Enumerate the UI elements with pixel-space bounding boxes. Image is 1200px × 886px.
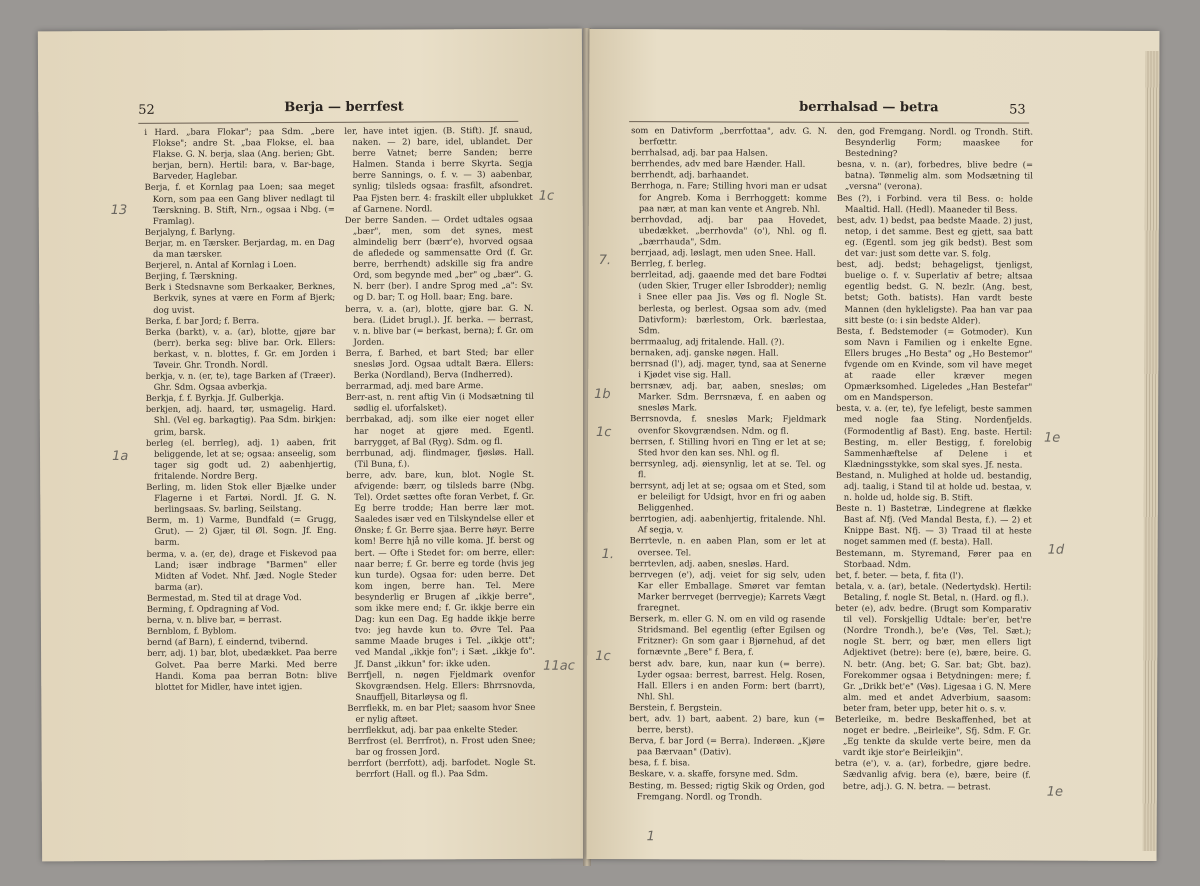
header-rule-right xyxy=(629,121,1029,123)
dictionary-entry: berrsen, f. Stilling hvori en Ting er let at se; Sted hvor den kan ses. Nhl. og fl. xyxy=(629,435,827,458)
dictionary-entry: besa, f. f. bisa. xyxy=(628,757,691,768)
dictionary-entry: berrfort (berrfott), adj. barfodet. Nogle St. berrfort (Hall. og fl.). Paa Sdm. xyxy=(347,757,536,780)
dictionary-entry: Berrleg, f. berleg. xyxy=(630,258,707,269)
dictionary-entry: Berkja, f. f. Byrkja. Jf. Gulberkja. xyxy=(145,392,284,404)
margin-note: 1a xyxy=(112,448,129,465)
margin-note: 11ac xyxy=(543,658,575,674)
margin-note: 1d xyxy=(1047,542,1065,558)
dictionary-entry: berr, adj. 1) bar, blot, ubedækket. Paa berre Golvet. Paa berre Marki. Med berre Handi. Koma paa berran Botn: blive blottet for Midler, have intet igjen. xyxy=(147,647,338,692)
dictionary-entry: Berstein, f. Bergstein. xyxy=(629,702,723,713)
margin-note: 1e xyxy=(1046,784,1064,800)
dictionary-entry: Beterleike, m. bedre Beskaffenhed, bet at noget er bedre. „Beirleike", Sfj. Sdm. F. Gr. „Eg tenkte da skulde verte beire, men da vardt ikje stor'e Beirleikjin". xyxy=(835,713,1032,758)
dictionary-entry: bernaken, adj. ganske nøgen. Hall. xyxy=(630,347,779,358)
dictionary-entry: Berrfrost (el. Berrfrot), n. Frost uden Snee; bar og frossen Jord. xyxy=(347,734,536,758)
dictionary-entry: Berrflekk, m. en bar Plet; saasom hvor Snee er nylig aftøet. xyxy=(347,701,536,724)
dictionary-entry: Bestand, n. Mulighed at holde ud. bestandig, adj. taalig, i Stand til at holde ud. bestaa, v. n. holde ud, holde sig. B. Stift. xyxy=(835,469,1032,503)
dictionary-entry: Berjalyng, f. Barlyng. xyxy=(144,226,236,237)
margin-note: 1e xyxy=(1043,430,1061,446)
dictionary-entry: Berjar, m. en Tærsker. Berjardag, m. en Dag da man tærsker. xyxy=(144,236,335,259)
right-column-1 xyxy=(629,125,827,814)
dictionary-entry: berrhalsad, adj. bar paa Halsen. xyxy=(631,147,769,158)
margin-note: 1c xyxy=(595,649,611,665)
dictionary-entry: Berm, m. 1) Varme, Bundfald (= Grugg, Grut). — 2) Gjær, til Øl. Sogn. Jf. Eng. barm. xyxy=(146,514,337,548)
dictionary-entry: Berra, f. Barhed, et bart Sted; bar eller snesløs Jord. Ogsaa udtalt Bæra. Ellers: Berka (Nordland), Berva (Indherred). xyxy=(345,346,534,380)
dictionary-entry: ler, have intet igjen. (B. Stift). Jf. snaud, naken. — 2) bare, idel, ublandet. Der berre Vatnet; berre Sanden; berre Halmen. Standa i berre Skyrta. Segja berre Sannings, o. f. v. — 3) aabenbar, synlig; tilsleds ogsaa: frasfilt, afsondret. Paa Fjsten berr. 4: fraskilt eller ubplukket af Garnene. Nordl. xyxy=(344,124,533,214)
left-column-2 xyxy=(344,125,536,814)
dictionary-entry: Bermestad, m. Sted til at drage Vod. xyxy=(146,591,302,603)
dictionary-entry: berre, adv. bare, kun, blot. Nogle St. afvigende: bærr, og tilsleds barre (Nbg. Tel). Ordet sættes ofte foran Verbet, f. Gr. Eg berre trodde; Han berre lær mot. Saaledes især ved en Tilskyndelse eller et Ønske; f. Gr. Berre sjaa. Berre høyr. Berre kom! Berre hjå no ville koma. Jf. berst og bert. — Ofte i Stedet for: om berre, eller: naar berre; f. Gr. berre eg torde (hvis jeg kun turde). Ogsaa for: uden berre. Det kom ingen, berre han. Tel. Mere besynderlig er Brugen af „ikkje berre", som ikke mere end; f. Gr. ikkje berre ein Dag: kun een Dag. Eg hadde ikkje berre tvo: jeg havde kun to. Øvre Tel. Paa samme Maade bruges i Tel. „ikkje ott"; ved Mandal „ikkje fon"; i Sæt. „ikkje fo". Jf. Danst „ikkun" for: ikke uden. xyxy=(346,468,536,669)
page-edges xyxy=(1143,51,1160,851)
dictionary-entry: berleg (el. berrleg), adj. 1) aaben, frit beliggende, let at se; ogsaa: anseelig, som tager sig godt ud. 2) aabenhjertig, fritalende. Nordre Berg. xyxy=(145,436,337,481)
right-page xyxy=(587,29,1160,861)
dictionary-entry: betala, v. a. (ar), betale. (Nedertydsk). Hertil: Betaling, f. nogle St. Betal, n. (Hard. og fl.). xyxy=(835,580,1032,603)
dictionary-entry: berrhendt, adj. barhaandet. xyxy=(630,169,749,180)
dictionary-entry: berkja, v. n. (er, te), tage Barken af (Træer). Ghr. Sdm. Ogsaa avberkja. xyxy=(145,369,336,392)
page-number-left: 52 xyxy=(138,102,155,118)
dictionary-entry: berrsnad (l'), adj. mager, tynd, saa at Senerne i Kjødet vise sig. Hall. xyxy=(630,358,827,380)
dictionary-entry: berrtevlen, adj. aaben, snesløs. Hard. xyxy=(629,557,790,569)
dictionary-entry: Beste n. 1) Bastetræ, Lindegrene at flække Bast af. Nfj. (Ved Mandal Besta, f.). — 2) et Knippe Bast. Nfj. — 3) Traad til at heste noget sammen med (f. besta). Hall. xyxy=(835,503,1032,547)
dictionary-entry: berrhendes, adv med bare Hænder. Hall. xyxy=(630,158,806,170)
dictionary-entry: Berja, f. et Kornlag paa Loen; saa meget Korn, som paa een Gang bliver nedlagt til Tærskning. B. Stift, Nrn., ogsaa i Nbg. (= Framlag). xyxy=(144,181,335,226)
dictionary-entry: Berka, f. bar Jord; f. Berra. xyxy=(145,314,260,326)
dictionary-entry: berrsnæv, adj. bar, aaben, snesløs; om Marker. Sdm. Berrsnæva, f. en aaben og snesløs Mark. xyxy=(630,380,827,413)
dictionary-entry: Berjerel, n. Antal af Kornlag i Loen. xyxy=(145,259,297,270)
margin-note: 1 xyxy=(646,829,655,845)
dictionary-entry: Berk i Stedsnavne som Berkaaker, Berknes, Berkvik, synes at være en Form af Bjerk; dog uvist. xyxy=(145,281,336,315)
margin-note: 7. xyxy=(598,253,612,269)
dictionary-entry: Bes (?), i Forbind. vera til Bess. o: holde Maaltid. Hall. (Hedl). Maaneder til Bess. xyxy=(836,192,1033,215)
margin-note: 1c xyxy=(538,188,555,204)
left-column-1 xyxy=(144,126,338,815)
dictionary-entry: bernd (af Barn), f. eindernd, tvibernd. xyxy=(147,636,309,648)
open-book xyxy=(40,22,1168,870)
dictionary-entry: Berming, f. Opdragning af Vod. xyxy=(146,603,280,614)
dictionary-entry: Berrsnovda, f. snesløs Mark; Fjeldmark ovenfor Skovgrændsen. Ndm. og fl. xyxy=(630,413,827,436)
dictionary-entry: Berrfjell, n. nøgen Fjeldmark ovenfor Skovgrændsen. Helg. Ellers: Bhrrsnovda, Snauffjell, Bitarløysa og fl. xyxy=(347,668,536,702)
dictionary-entry: berrsynleg, adj. øiensynlig, let at se. Tel. og fl. xyxy=(629,457,826,480)
dictionary-entry: berrtogien, adj. aabenhjertig, fritalende. Nhl. Af segja, v. xyxy=(629,513,826,535)
dictionary-entry: som en Dativform „berrfottaa", adv. G. N. berfœttr. xyxy=(631,125,828,147)
dictionary-entry: beter (e), adv. bedre. (Brugt som Komparativ til vel). Forskjellig Udtale: ber'er, bet're (Nordre Trondh.), be'e (Vøs, Tel. Sæt.); nogle St. berr, og bær, men ellers ligt Adjektivet (betre): bere (e), bære, beire. G. N. betr. (Ang. bet; G. Sar. bat; Gbt. baz). Forekommer ogsaa i Betydningen: mere; f. Gr. „Drikk bet'e" (Vøs). Ligesaa i G. N. Mere alm. med et andet Adverbium, saasom: beter fram, beter upp, beter hit o. s. v. xyxy=(835,602,1032,714)
margin-note: 1c xyxy=(596,425,612,441)
dictionary-entry: berkjen, adj. haard, tør, usmagelig. Hard. Shl. (Vel eg. barkagtig). Paa Sdm. birkjen: grim, barsk. xyxy=(145,403,336,437)
dictionary-entry: bet, f. beter. — beta, f. fita (l'). xyxy=(835,569,964,581)
dictionary-entry: best, adv. 1) bedst, paa bedste Maade. 2) just, netop, i det samme. Best eg gjett, saa batt eg. (Egentl. som jeg gik bedst). Best som det var: just som dette var. S. folg. xyxy=(836,214,1033,259)
dictionary-entry: Beskare, v. a. skaffe, forsyne med. Sdm. xyxy=(628,768,799,780)
dictionary-entry: Berling, m. liden Stok eller Bjælke under Flagerne i et Fartøi. Nordl. Jf. G. N. berlingsaas. Sv. barling, Seilstang. xyxy=(146,480,337,515)
margin-note: 13 xyxy=(110,202,128,219)
dictionary-entry: besna, v. n. (ar), forbedres, blive bedre (= batna). Tønmelig alm. som Modsætning til „versna" (verona). xyxy=(836,159,1033,192)
dictionary-entry: Berjing, f. Tærskning. xyxy=(145,270,238,282)
dictionary-entry: Besta, f. Bedstemoder (= Gotmoder). Kun som Navn i Familien og i enkelte Egne. Ellers bruges „Ho Besta" og „Ho Bestemor" fvgende om en Kvinde, som vil have meget at raade eller kræver megen Opmærksomhed. Ligeledes „Han Bestefar" om en Mandsperson. xyxy=(836,325,1033,403)
dictionary-entry: besta, v. a. (er, te), fye lefeligt, beste sammen med nogle faa Sting. Nordenfjelds. (Formodentlig af Bast). Eng. baste. Hertil: Besting, m. eller Bestigg, f. forelobig Sammenhæftelse af Delene i et Klædningsstykke, som skal syes. Jf. nesta. xyxy=(836,403,1033,470)
dictionary-entry: berrarmad, adj. med bare Arme. xyxy=(345,380,484,391)
dictionary-entry: Bestemann, m. Styremand, Fører paa en Storbaad. Ndm. xyxy=(835,547,1032,569)
dictionary-entry: best, adj. bedst; behageligst, tjenligst, buelige o. f. v. Superlativ af betre; altsaa egentlig bedst. G. N. bezlr. (Ang. best, betst; Goth. batists). Han vardt beste Mannen (den hykleligste). Paa han var paa sitt beste (o: i sin bedste Alder). xyxy=(836,258,1033,325)
dictionary-entry: i Hard. „bara Flokar"; paa Sdm. „bere Flokse"; andre St. „baa Flokse, el. baa Flakse. G. N. berja, slaa (Ang. berien; Gbt. berjan, bern). Hertil: bara, v. Bar-bage, Barveder, Haglebar. xyxy=(144,125,335,182)
dictionary-entry: berna, v. n. blive bar, = berrast. xyxy=(146,614,282,625)
dictionary-entry: berma, v. a. (er, de), drage et Fiskevod paa Land; især indbrage "Barmen" eller Midten af Vodet. Nhf. Jæd. Nogle Steder barma (ar). xyxy=(146,547,337,592)
dictionary-entry: Besting, m. Bessed; rigtig Skik og Orden, god Fremgang. Nordl. og Trondh. xyxy=(628,779,825,802)
header-rule-left xyxy=(138,121,518,124)
dictionary-entry: Bernblom, f. Byblom. xyxy=(146,625,237,637)
margin-note: 1b xyxy=(594,387,611,403)
dictionary-entry: berrhovdad, adj. bar paa Hovedet, ubedækket. „berrhovda" (o'), Nhl. og fl. „bærrhauda", Sdm. xyxy=(630,213,827,247)
dictionary-entry: berrbunad, adj. flindmager, fjøsløs. Hall. (Til Buna, f.). xyxy=(346,446,535,469)
left-page xyxy=(38,29,586,862)
dictionary-entry: berrjaad, adj. løslagt, men uden Snee. Hall. xyxy=(630,247,816,258)
dictionary-entry: Berrtevle, n. en aaben Plan, som er let at oversee. Tel. xyxy=(629,535,826,557)
dictionary-entry: Der berre Sanden. — Ordet udtales ogsaa „bær", men, som det synes, mest almindelig berr (bærr'e), hvorved ogsaa de afledede og sammensatte Ord (f. Gr. berre, berrhendt) adskille sig fra andre Ord, som begynde med „ber" og „bær". G. N. berr (ber). I andre Sprog med „a": Sv. og D. bar; T. og Holl. baar; Eng. bare. xyxy=(344,213,534,303)
margin-note: 1. xyxy=(601,547,615,563)
dictionary-entry: bert, adv. 1) bart, aabent. 2) bare, kun (= berre, berst). xyxy=(629,713,826,735)
dictionary-entry: berrleitad, adj. gaaende med det bare Fodtøi (uden Skier, Truger eller Isbrodder); nemlig i Snee eller paa Jis. Vøs og fl. Nogle St. berlesta, og berlest. Ogsaa som adv. (med Dativform): bærlestom, Ork. bærlestaa, Sdm. xyxy=(630,269,827,335)
dictionary-entry: berra, v. a. (ar), blotte, gjøre bar. G. N. bera. (Lidet brugl.). Jf. berka. — berrast, v. n. blive bar (= berkast, berna); f. Gr. om Jorden. xyxy=(345,302,534,347)
dictionary-entry: betra (e'), v. a. (ar), forbedre, gjøre bedre. Sædvanlig afvig. bera (e), bære, beire (f. betre, adj.). G. N. betra. — betrast. xyxy=(834,758,1031,791)
dictionary-entry: Berva, f. bar Jord (= Berra). Inderøen. „Kjøre paa Bærvaan" (Dativ). xyxy=(628,735,825,757)
dictionary-entry: berrflekkut, adj. bar paa enkelte Steder. xyxy=(347,723,519,735)
dictionary-entry: berrvegen (e'), adj. veiet for sig selv, uden Kar eller Emballage. Smøret var femtan Marker berrveget (berrvegje); Karrets Vægt fraregnet. xyxy=(629,568,826,613)
running-header-right: berrhalsad — betra xyxy=(799,99,939,116)
dictionary-entry: den, god Fremgang. Nordl. og Trondh. Stift. Besynderlig Form; maaskee for Bestedning? xyxy=(837,125,1034,159)
dictionary-entry: Berka (barkt), v. a. (ar), blotte, gjøre bar (berr). berka seg: blive bar. Ork. Ellers: berkast, v. n. blottes, f. Gr. em Jorden i Tøveir. Ghr. Trondh. Nordl. xyxy=(145,325,336,370)
dictionary-entry: berrsynt, adj let at se; ogsaa om et Sted, som er beleiligt for Udsigt, hvor en fri og aaben Beliggenhed. xyxy=(629,480,826,513)
dictionary-entry: berst adv. bare, kun, naar kun (= berre). Lyder ogsaa: berrest, barrest. Helg. Rosen, Hall. Ellers i en anden Form: bert (barrt), Nhl. Shl. xyxy=(629,657,826,702)
page-number-right: 53 xyxy=(1009,102,1026,118)
dictionary-entry: berrbakad, adj. som ilke eier noget eller har noget at gjøre med. Egentl. barrygget, af Bal (Ryg). Sdm. og fl. xyxy=(345,413,534,447)
dictionary-entry: Berrhoga, n. Fare; Stilling hvori man er udsat for Angreb. Koma i Berrhoggett: komme paa nær, at man kan vente et Angreb. Nhl. xyxy=(630,180,827,214)
dictionary-entry: berrmaalug, adj fritalende. Hall. (?). xyxy=(630,335,785,347)
running-header-left: Berja — berrfest xyxy=(284,99,404,116)
dictionary-entry: Berr-ast, n. rent aftig Vin (i Modsætning til sødlig el. uforfalsket). xyxy=(345,391,534,414)
dictionary-entry: Berserk, m. eller G. N. om en vild og rasende Stridsmand. Bel egentlig (efter Egilsen og Fritzner): Gn som gaar i Bjørnehud, af det fornævnte „Bere" f. Bera, f. xyxy=(629,613,826,657)
right-column-2 xyxy=(835,126,1033,815)
